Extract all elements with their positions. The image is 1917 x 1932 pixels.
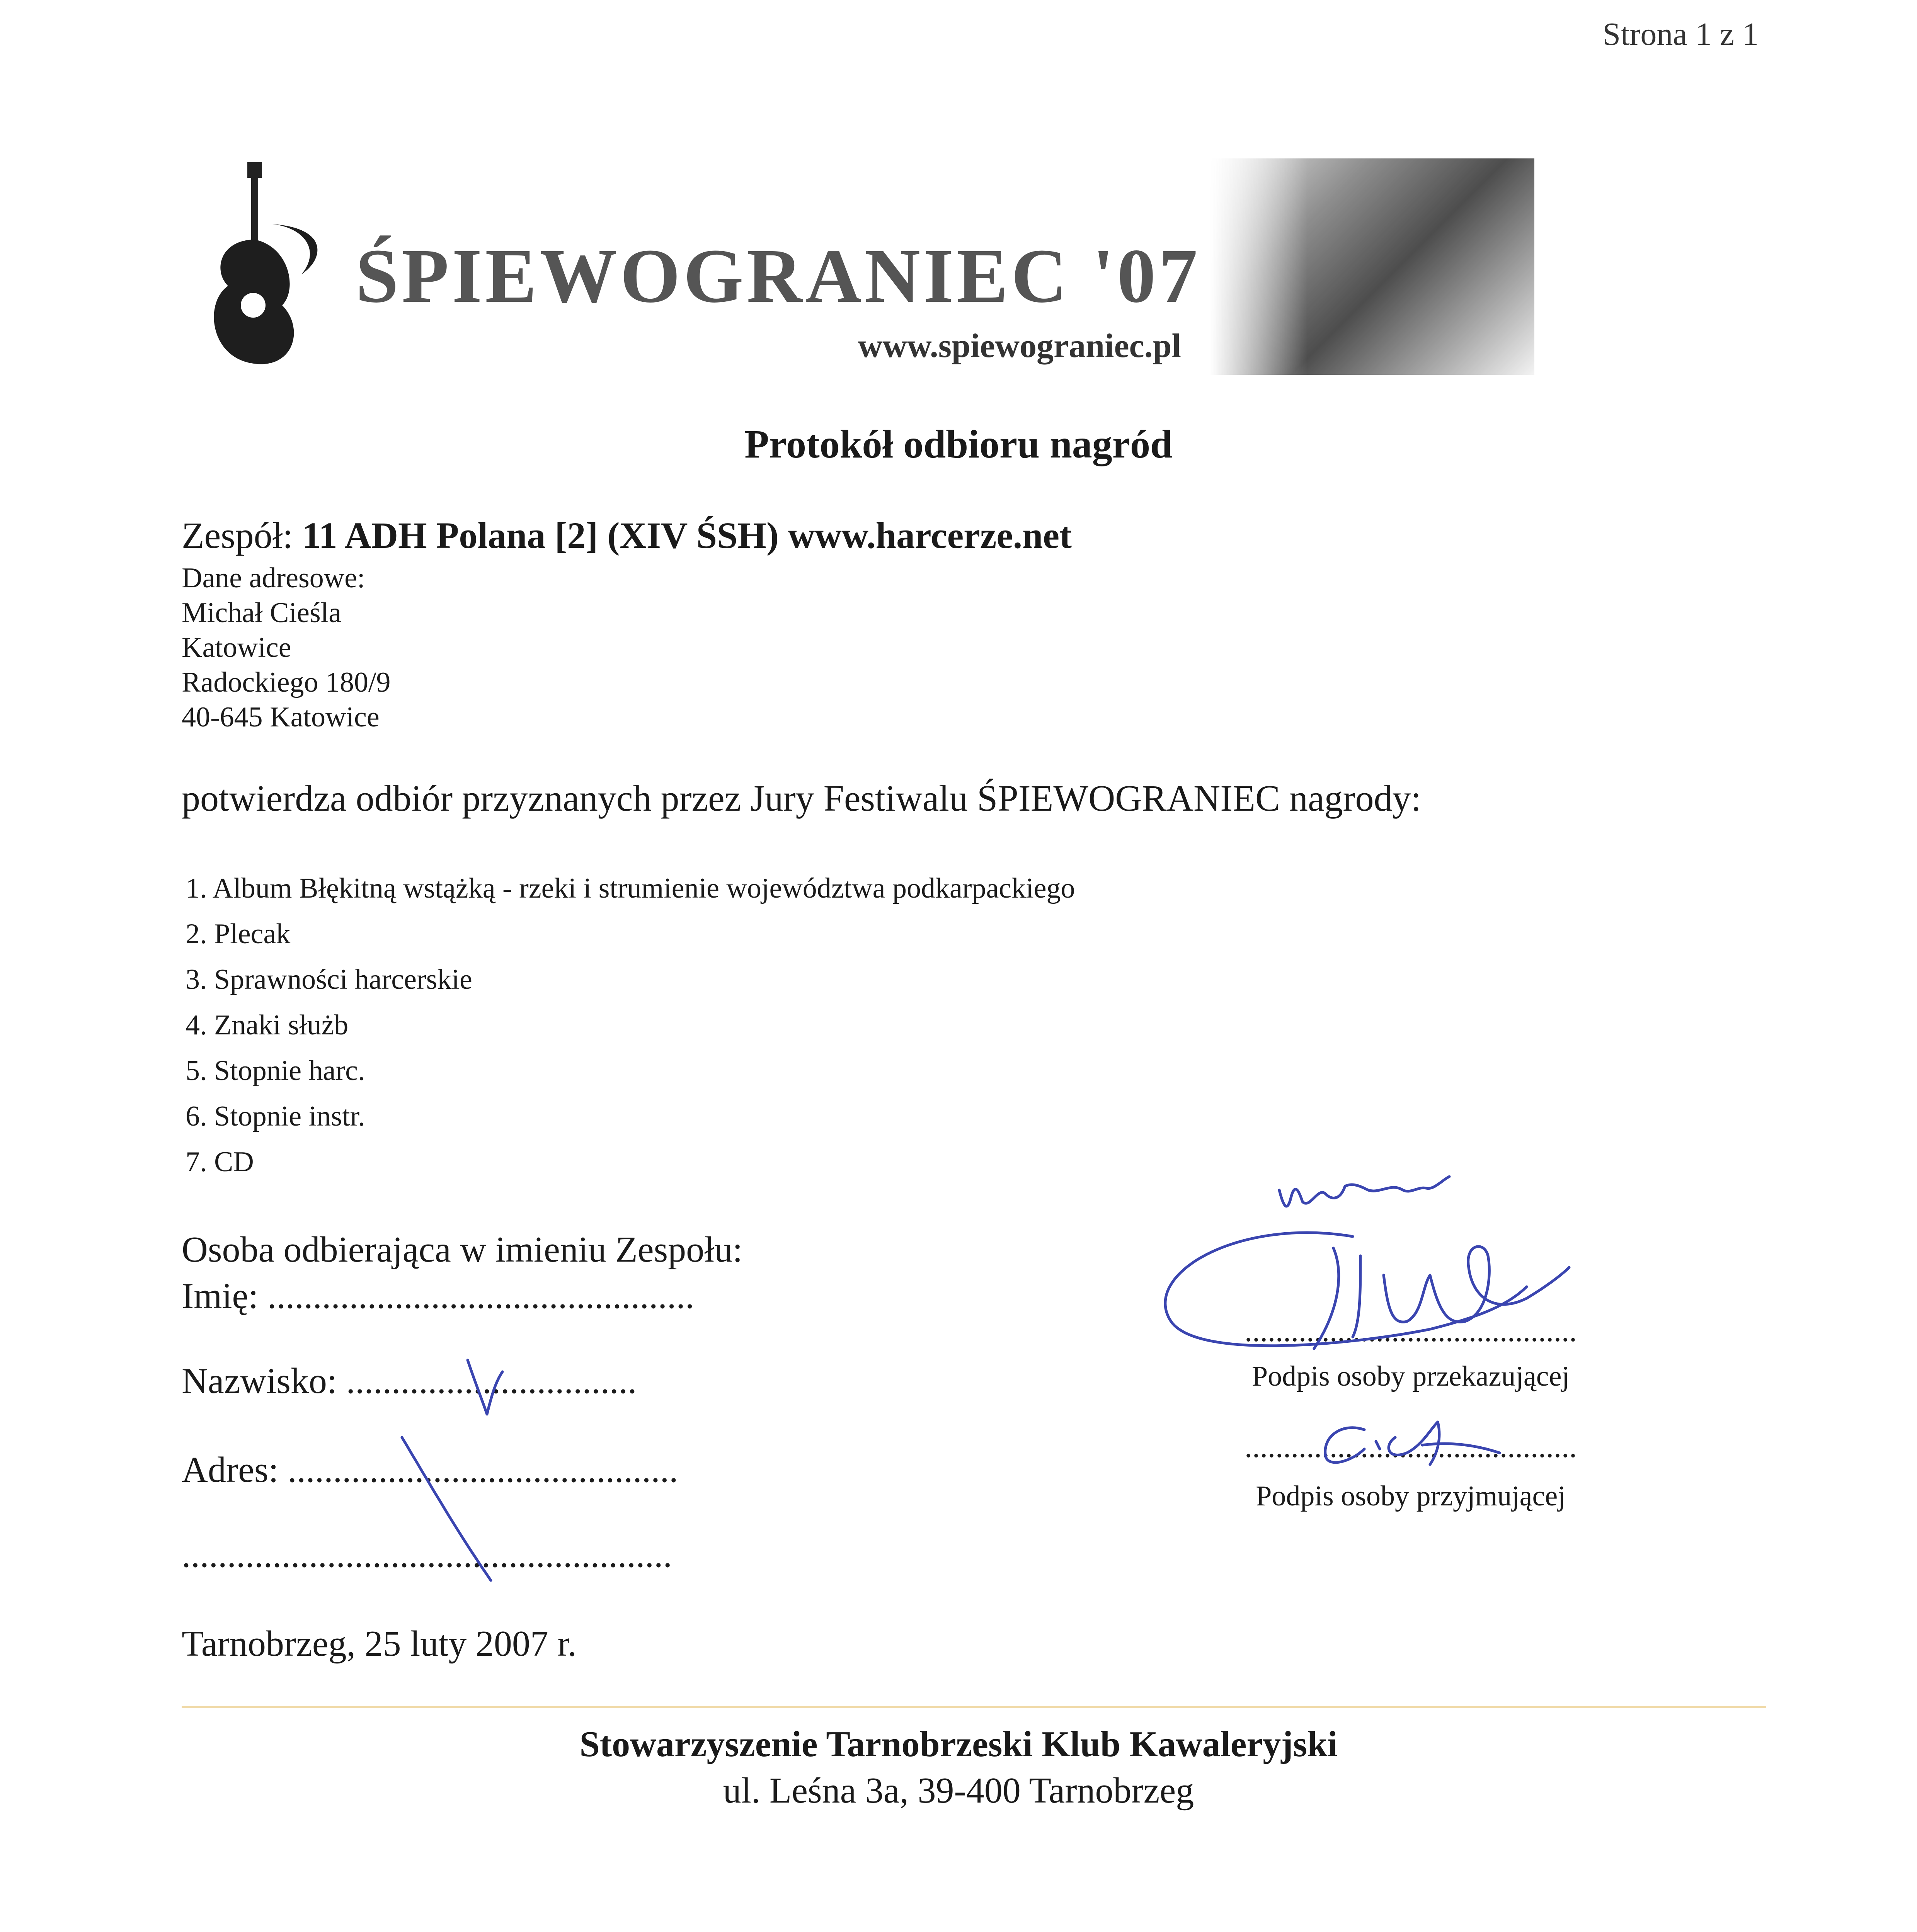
address-label: Dane adresowe:	[182, 562, 365, 594]
address-city: Katowice	[182, 632, 291, 663]
document-title: Protokół odbioru nagród	[744, 422, 1173, 466]
address-name: Michał Cieśla	[182, 597, 342, 629]
team-label: Zespół:	[182, 515, 293, 556]
receiver-signature-line: ...........................................	[1245, 1430, 1577, 1464]
banner-photo	[1210, 158, 1534, 375]
page-number: Strona 1 z 1	[1602, 16, 1759, 52]
team-line	[182, 514, 1072, 557]
list-item: 3. Sprawności harcerskie	[186, 964, 472, 995]
address-field: Adres: ...........................................	[182, 1450, 678, 1490]
address-street: Radockiego 180/9	[182, 667, 391, 698]
list-item: 1. Album Błękitną wstążką - rzeki i strumienie województwa podkarpackiego	[186, 872, 1075, 904]
list-item: 5. Stopnie harc.	[186, 1055, 365, 1087]
organization-name: Stowarzyszenie Tarnobrzeski Klub Kawaleryjski	[579, 1724, 1338, 1764]
prize-list	[186, 866, 1075, 1185]
first-name-field: Imię: ...............................................	[182, 1276, 695, 1316]
handwritten-annotation	[1279, 1177, 1449, 1206]
list-item: 2. Plecak	[186, 918, 291, 950]
banner-url: www.spiewograniec.pl	[858, 327, 1181, 365]
team-value: 11 ADH Polana [2] (XIV ŚSH) www.harcerze.net	[302, 515, 1072, 556]
receiver-signature-label: Podpis osoby przyjmującej	[1256, 1480, 1566, 1512]
list-item: 7. CD	[186, 1146, 254, 1178]
organization-address: ul. Leśna 3a, 39-400 Tarnobrzeg	[723, 1770, 1194, 1811]
address-postal: 40-645 Katowice	[182, 701, 380, 733]
giver-signature-label: Podpis osoby przekazującej	[1252, 1361, 1570, 1392]
surname-field: Nazwisko: ................................	[182, 1361, 637, 1401]
divider	[182, 1706, 1766, 1708]
list-item: 6. Stopnie instr.	[186, 1100, 365, 1132]
banner-title: ŚPIEWOGRANIEC '07	[356, 233, 1201, 319]
guitar-logo-icon	[205, 162, 332, 371]
list-item: 4. Znaki służb	[186, 1009, 349, 1041]
place-and-date: Tarnobrzeg, 25 luty 2007 r.	[182, 1624, 577, 1664]
address-extra-field: ......................................................	[182, 1535, 672, 1575]
confirmation-text: potwierdza odbiór przyznanych przez Jury Festiwalu ŚPIEWOGRANIEC nagrody:	[182, 777, 1422, 819]
recipient-label: Osoba odbierająca w imieniu Zespołu:	[182, 1230, 743, 1270]
giver-signature-line: ...........................................	[1245, 1314, 1577, 1348]
